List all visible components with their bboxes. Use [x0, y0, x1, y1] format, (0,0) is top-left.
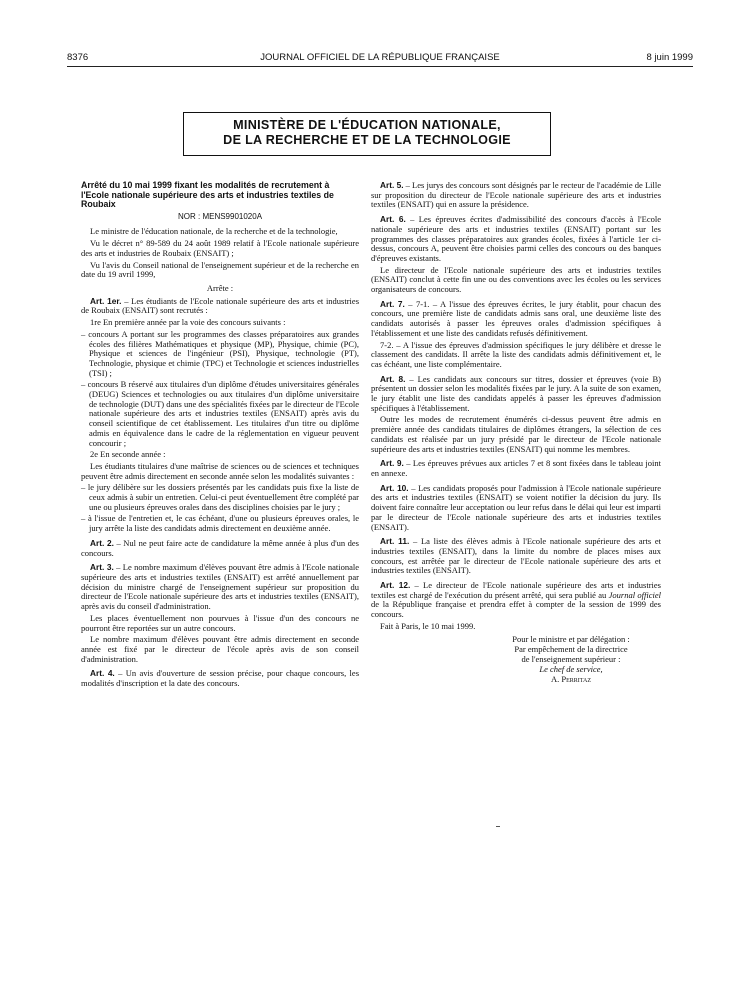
article-text: – Les candidats proposés pour l'admission à l'Ecole nationale supérieure des arts et industries textiles (ENSAIT) se voient notifier la décision du jury. Ils doivent faire connaître leur acceptation ou leur refus dans le délai qui leur est imparti par le directeur de l'Ecole nationale supérieure des arts et industries textiles (ENSAIT).: [371, 482, 661, 532]
paragraph: 7-2. – A l'issue des épreuves d'admission spécifiques le jury délibère et dresse le classement des candidats. Il arrête la liste des candidats admis définitivement et, le cas échéant, une liste complémentaire.: [371, 339, 661, 369]
article-text: – Les épreuves prévues aux articles 7 et 8 sont fixées dans le tableau joint en annexe.: [371, 458, 662, 478]
article-label: Art. 6.: [380, 214, 406, 225]
paragraph: Les étudiants titulaires d'une maîtrise de sciences ou de sciences et techniques peuvent être admis directement en seconde année selon les modalités suivantes :: [81, 460, 359, 481]
article-11: [371, 537, 661, 576]
arrete-heading: Arrête :: [206, 283, 234, 293]
paragraph: 1re En première année par la voie des concours suivants :: [90, 317, 286, 328]
article-2: [81, 539, 359, 558]
paragraph: Vu l'avis du Conseil national de l'enseignement supérieur et de la recherche en date du 19 avril 1999,: [81, 259, 359, 280]
nor-label: NOR :: [177, 211, 201, 221]
article-label: Art. 2.: [90, 537, 114, 548]
signature-line: Par empêchement de la directrice: [514, 643, 628, 654]
page-header: [67, 52, 693, 66]
paragraph: Le nombre maximum d'élèves pouvant être admis directement en seconde année est fixé par le directeur de l'école après avis de son conseil d'administration.: [81, 634, 359, 664]
article-1: [81, 297, 359, 316]
signature-line: de l'enseignement supérieur :: [521, 653, 621, 664]
article-3: [81, 563, 359, 612]
article-text: de la République française et prendra effet à compter de la session de 1999 des concours.: [371, 599, 661, 620]
article-text: – Le directeur de l'Ecole nationale supérieure des arts et industries textiles est chargé de l'exécution du présent arrêté, qui sera publié au: [371, 580, 661, 600]
article-9: [371, 459, 661, 478]
article-text: – Les candidats aux concours sur titres, dossier et épreuves (voie B) présentent un dossier selon les modalités fixées par le jury. A la suite de son examen, le jury établit une liste des candidats appelés à passer les épreuves d'admission spécifiques à l'établissement.: [371, 373, 662, 413]
paragraph: Le ministre de l'éducation nationale, de la recherche et de la technologie,: [90, 226, 338, 237]
signature-line: Pour le ministre et par délégation :: [512, 633, 630, 644]
article-label: Art. 11.: [380, 536, 410, 547]
paragraph: Les places éventuellement non pourvues à l'issue d'un des concours ne pourront être reportées sur un autre concours.: [81, 612, 359, 633]
article-label: Art. 12.: [380, 580, 411, 591]
article-label: Art. 1er.: [90, 295, 122, 306]
ministry-box: [183, 112, 551, 156]
left-column: [81, 181, 359, 691]
issue-date: 8 juin 1999: [646, 52, 693, 63]
ministry-line-2: DE LA RECHERCHE ET DE LA TECHNOLOGIE: [223, 133, 511, 147]
article-text: – Un avis d'ouverture de session précise, pour chaque concours, les modalités d'inscription et la date des concours.: [81, 668, 360, 689]
list-item: – concours A portant sur les programmes des classes préparatoires aux grandes écoles des filières Mathématiques et physique (MP), Physique, chimie (PC), Physique et sciences de l'ingénieur (PSI), Physique, technologie (PT), Technologie, physique et chimie (TPC) et Technologie et sciences industrielles (TSI) ;: [81, 328, 359, 378]
article-text: – 7-1. – A l'issue des épreuves écrites, le jury établit, pour chacun des concours, une première liste de candidats admis sans oral, une deuxième liste des candidats autorisés à passer les épreuves orales d'admission spécifiques à l'établissement et une liste des candidats refusés définitivement.: [371, 298, 661, 338]
article-12: [371, 581, 661, 620]
article-4: [81, 669, 359, 688]
article-label: Art. 10.: [380, 482, 409, 493]
article-label: Art. 3.: [90, 562, 114, 573]
decree-title: Arrêté du 10 mai 1999 fixant les modalités de recrutement à l'Ecole nationale supérieure des arts et industries textiles de Roubaix: [81, 180, 334, 210]
article-label: Art. 4.: [90, 668, 115, 679]
article-10: [371, 484, 661, 533]
article-7: [371, 300, 661, 339]
paragraph: Le directeur de l'Ecole nationale supérieure des arts et industries textiles (ENSAIT) conclut à cette fin une ou des conventions avec les écoles ou les services organisateurs de concours.: [371, 264, 661, 295]
paragraph: Vu le décret n° 89-589 du 24 août 1989 relatif à l'Ecole nationale supérieure des arts et industries de Roubaix (ENSAIT) ;: [81, 238, 359, 258]
article-6: [371, 215, 661, 264]
article-text: – Nul ne peut faire acte de candidature la même année à plus d'un des concours.: [81, 537, 359, 558]
nor-value: MENS9901020A: [202, 211, 263, 221]
article-text: – Le nombre maximum d'élèves pouvant être admis à l'Ecole nationale supérieure des arts et industries textiles (ENSAIT) est arrêté annuellement par décision du ministre chargé de l'enseignement supérieur sur proposition du directeur de l'Ecole nationale supérieure des arts et industries textiles (ENSAIT), après avis du conseil d'administration.: [81, 562, 360, 612]
list-item: – le jury délibère sur les dossiers présentés par les candidats puis fixe la liste de ceux admis à subir un entretien. Celui-ci peut éventuellement être complété par une ou plusieurs épreuves orales dans des disciplines choisies par le jury ;: [81, 482, 359, 512]
header-divider: [67, 66, 693, 67]
signature-title: Le chef de service,: [539, 663, 603, 674]
page-number: 8376: [67, 52, 89, 63]
paragraph: 2e En seconde année :: [90, 449, 166, 460]
article-text: – Les épreuves écrites d'admissibilité des concours d'accès à l'Ecole nationale supérieure des arts et industries textiles (ENSAIT) portant sur les programmes des classes préparatoires aux grandes écoles, fixées à l'article 1er ci-dessus, concours A, peuvent être choisies parmi celles des concours ou des banques d'épreuves existants.: [371, 214, 662, 263]
ministry-line-1: MINISTÈRE DE L'ÉDUCATION NATIONALE,: [233, 118, 501, 132]
article-label: Art. 7.: [380, 298, 405, 309]
article-label: Art. 8.: [380, 373, 406, 384]
article-text: – La liste des élèves admis à l'Ecole nationale supérieure des arts et industries textiles (ENSAIT), dans la limite du nombre de places mises aux concours, est arrêtée par le directeur de l'Ecole nationale supérieure des arts et industries textiles (ENSAIT).: [371, 536, 662, 576]
journal-title: JOURNAL OFFICIEL DE LA RÉPUBLIQUE FRANÇAISE: [260, 52, 500, 63]
article-text: – Les jurys des concours sont désignés par le recteur de l'académie de Lille sur proposition du directeur de l'Ecole nationale supérieure des arts et industries textiles (ENSAIT) qui en assure la présidence.: [371, 180, 662, 210]
signatory-name: A. Perritaz: [551, 673, 591, 684]
place-date: Fait à Paris, le 10 mai 1999.: [380, 620, 476, 631]
journal-name: Journal officiel: [608, 589, 662, 600]
article-5: [371, 181, 661, 210]
article-8: [371, 375, 661, 414]
paragraph: Outre les modes de recrutement énumérés ci-dessus peuvent être admis en première année des candidats titulaires de diplômes étrangers, la sélection de ces candidats est réalisée par un jury présidé par le directeur de l'Ecole nationale supérieure des arts et industries textiles (ENSAIT) qui nomme les membres.: [371, 414, 661, 454]
signature-block: [481, 634, 661, 684]
print-mark: [496, 826, 500, 827]
nor-reference: [81, 212, 359, 222]
list-item: – à l'issue de l'entretien et, le cas échéant, d'une ou plusieurs épreuves orales, le jury arrête la liste des candidats admis directement en deuxième année.: [81, 513, 359, 534]
article-label: Art. 9.: [380, 458, 404, 469]
right-column: [371, 181, 661, 684]
article-label: Art. 5.: [380, 180, 404, 190]
list-item: – concours B réservé aux titulaires d'un diplôme d'études universitaires générales (DEUG) Sciences et technologies ou aux titulaires d'un diplôme universitaire de technologie (DUT) dans une des spécialités fixées par le directeur de l'Ecole nationale supérieure des arts et industries textiles (ENSAIT) après avis du conseil scientifique de cet établissement. Les titulaires d'un titre ou diplôme admis en équivalence dans le cadre de la réglementation en vigueur peuvent concourir ;: [81, 379, 359, 448]
article-text: – Les étudiants de l'Ecole nationale supérieure des arts et industries de Roubaix (ENSAIT) sont recrutés :: [81, 295, 359, 316]
